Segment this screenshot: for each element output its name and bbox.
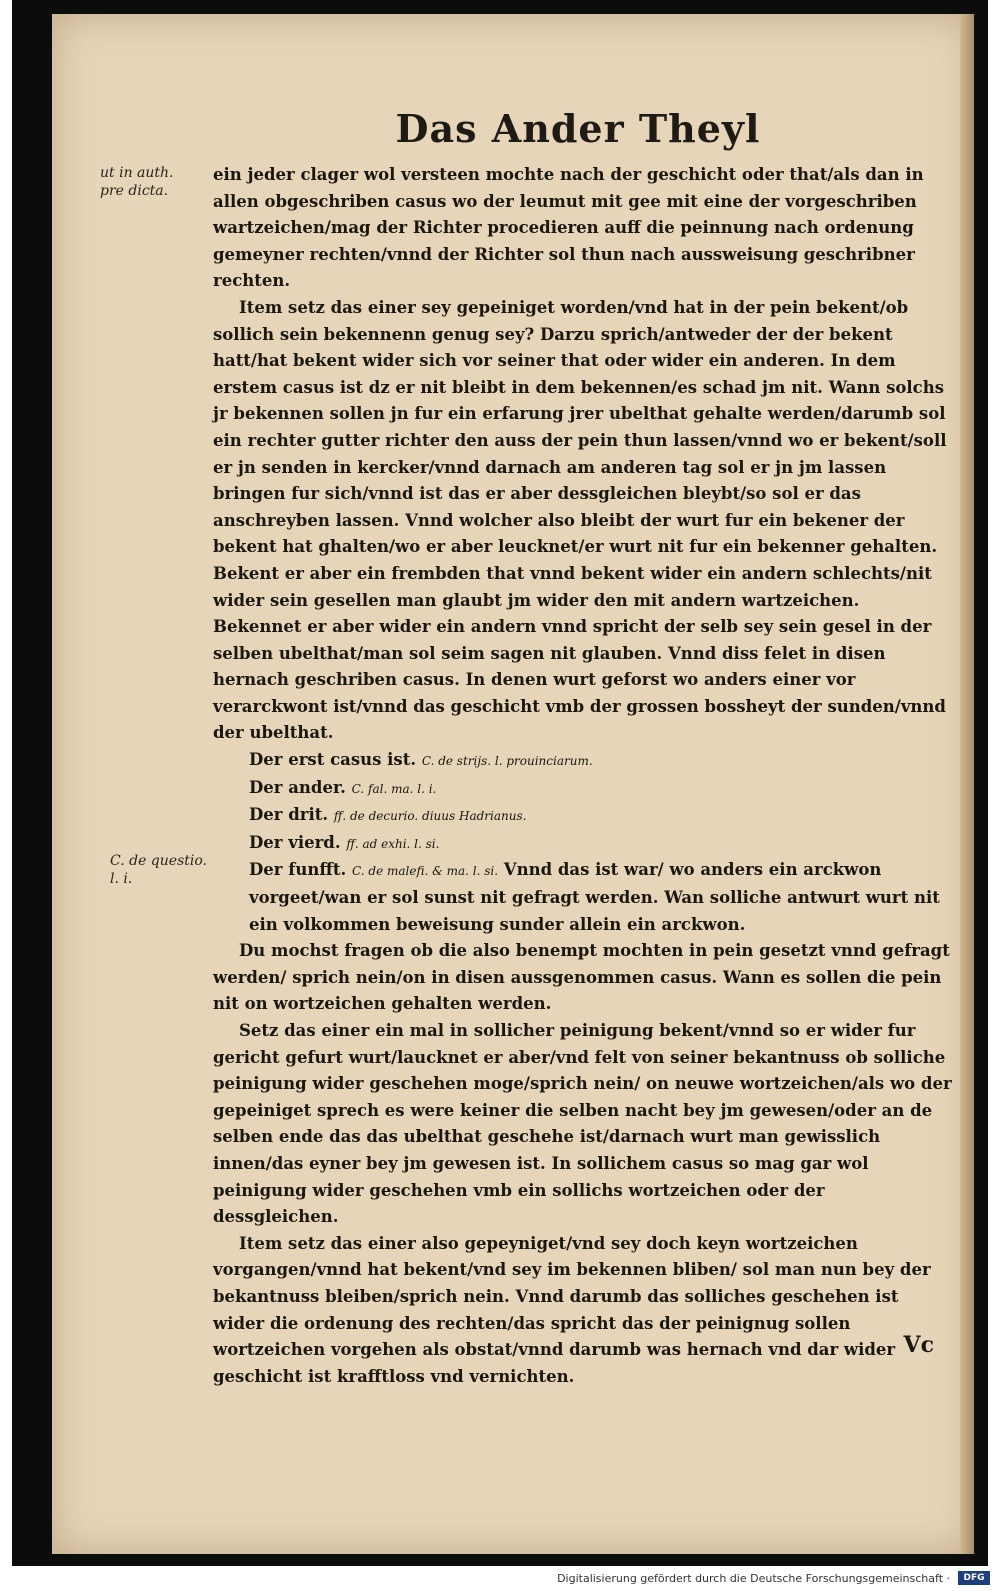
paragraph-6: Item setz das einer also gepeyniget/vnd sey doch keyn wortzeichen vorgangen/vnnd hat bekent/vnd sey im bekennen bliben/ sol man nun bey der bekantnuss bleiben/sprich nein. Vnnd darumb das solliches geschehen ist wider die ordenung des rechten/das spricht das der peinignug sollen wortzeichen vorgehen als obstat/vnnd darumb was hernach vnd dar wider geschicht ist krafftloss vnd vernichten. xyxy=(213,1233,931,1386)
case-label: Der funfft. xyxy=(249,860,347,880)
case-item-4 xyxy=(213,830,953,858)
case-item-1 xyxy=(213,747,953,775)
case-item-5 xyxy=(213,857,953,938)
case-citation: C. de strijs. l. prouinciarum. xyxy=(421,754,593,769)
case-label: Der drit. xyxy=(249,805,329,825)
case-5-continuation: Vnnd das ist war/ wo anders ein arckwon vorgeet/wan er sol sunst nit gefragt werden. Wan solliche antwurt wurt nit ein volkommen beweisung sunder allein ein arckwon. xyxy=(249,860,940,934)
paragraph-5: Setz das einer ein mal in sollicher peinigung bekent/vnnd so er wider fur gericht gefurt wurt/laucknet er aber/vnd felt von seiner bekantnuss ob solliche peinigung wider geschehen moge/sprich nein/ on neuwe wortzeichen/als wo der gepeiniget sprech es were keiner die selben nacht bey jm gewesen/oder an de selben ende das das ubelthat geschehe ist/darnach wurt man gewisslich innen/das eyner bey jm gewesen ist. In sollichem casus so mag gar wol peinigung wider geschehen vmb ein sollichs wortzeichen oder der dessgleichen. xyxy=(213,1021,952,1227)
paragraph-4: Du mochst fragen ob die also benempt mochten in pein gesetzt vnnd gefragt werden/ sprich nein/on in disen aussgenommen casus. Wann es sollen die pein nit on wortzeichen gehalten werden. xyxy=(213,941,950,1014)
marginal-note-1: ut in auth. pre dicta. xyxy=(100,165,174,199)
page-edge xyxy=(960,14,974,1554)
footer-bar xyxy=(0,1568,1000,1591)
body-text xyxy=(213,162,953,1390)
catchword: Vc xyxy=(903,1332,934,1358)
case-citation: ff. de decurio. diuus Hadrianus. xyxy=(333,809,527,824)
book-page xyxy=(52,14,974,1554)
case-citation: ff. ad exhi. l. si. xyxy=(346,836,440,851)
case-citation: C. de malefi. & ma. l. si. xyxy=(352,864,499,879)
case-citation: C. fal. ma. l. i. xyxy=(351,781,437,796)
scan-frame xyxy=(12,0,988,1566)
case-label: Der ander. xyxy=(249,777,346,797)
paragraph-1: ein jeder clager wol versteen mochte nach der geschicht oder that/als dan in allen obgeschriben casus wo der leumut mit gee mit eine der vorgeschriben wartzeichen/mag der Richter procedieren auff die peinnung nach ordenung gemeyner rechten/vnnd der Richter sol thun nach aussweisung geschribner rechten. xyxy=(213,165,924,291)
case-item-2 xyxy=(213,775,953,803)
paragraph-2: Item setz das einer sey gepeiniget worden/vnd hat in der pein bekent/ob sollich sein bekennenn genug sey? Darzu sprich/antweder der der bekent hatt/hat bekent wider sich vor seiner that oder wider ein anderen. In dem erstem casus ist dz er nit bleibt in dem bekennen/es schad jm nit. Wann solchs jr bekennen sollen jn fur ein erfarung jrer ubelthat gehalte werden/darumb sol ein rechter gutter richter den auss der pein thun lassen/vnnd wo er bekent/soll er jn senden in kercker/vnnd darnach am anderen tag sol er jn jm lassen bringen fur sich/vnnd ist das er aber dessgleichen bleybt/so sol er das anschreyben lassen. Vnnd wolcher also bleibt der wurt fur ein bekener der bekent hat ghalten/wo er aber leucknet/er wurt nit fur ein bekenner gehalten. Bekent er aber ein frembden that vnnd bekent wider ein andern schlechts/nit wider sein gesellen man glaubt jm wider den mit andern wartzeichen. Bekennet er aber wider ein andern vnnd spricht der selb sey sein gesel in der selben ubelthat/man sol seim sagen nit glauben. Vnnd diss felet in disen hernach geschriben casus. In denen wurt geforst wo anders einer vor verarckwont ist/vnnd das geschicht vmb der grossen bossheyt der sunden/vnnd der ubelthat. xyxy=(213,297,947,743)
funding-credit: Digitalisierung gefördert durch die Deutsche Forschungsgemeinschaft · xyxy=(557,1572,950,1585)
running-head: Das Ander Theyl xyxy=(395,106,761,151)
case-label: Der vierd. xyxy=(249,832,341,852)
marginal-note-2: C. de questio. l. i. xyxy=(110,853,207,887)
case-label: Der erst casus ist. xyxy=(249,750,417,770)
dfg-logo-icon: DFG xyxy=(958,1571,990,1585)
case-item-3 xyxy=(213,802,953,830)
